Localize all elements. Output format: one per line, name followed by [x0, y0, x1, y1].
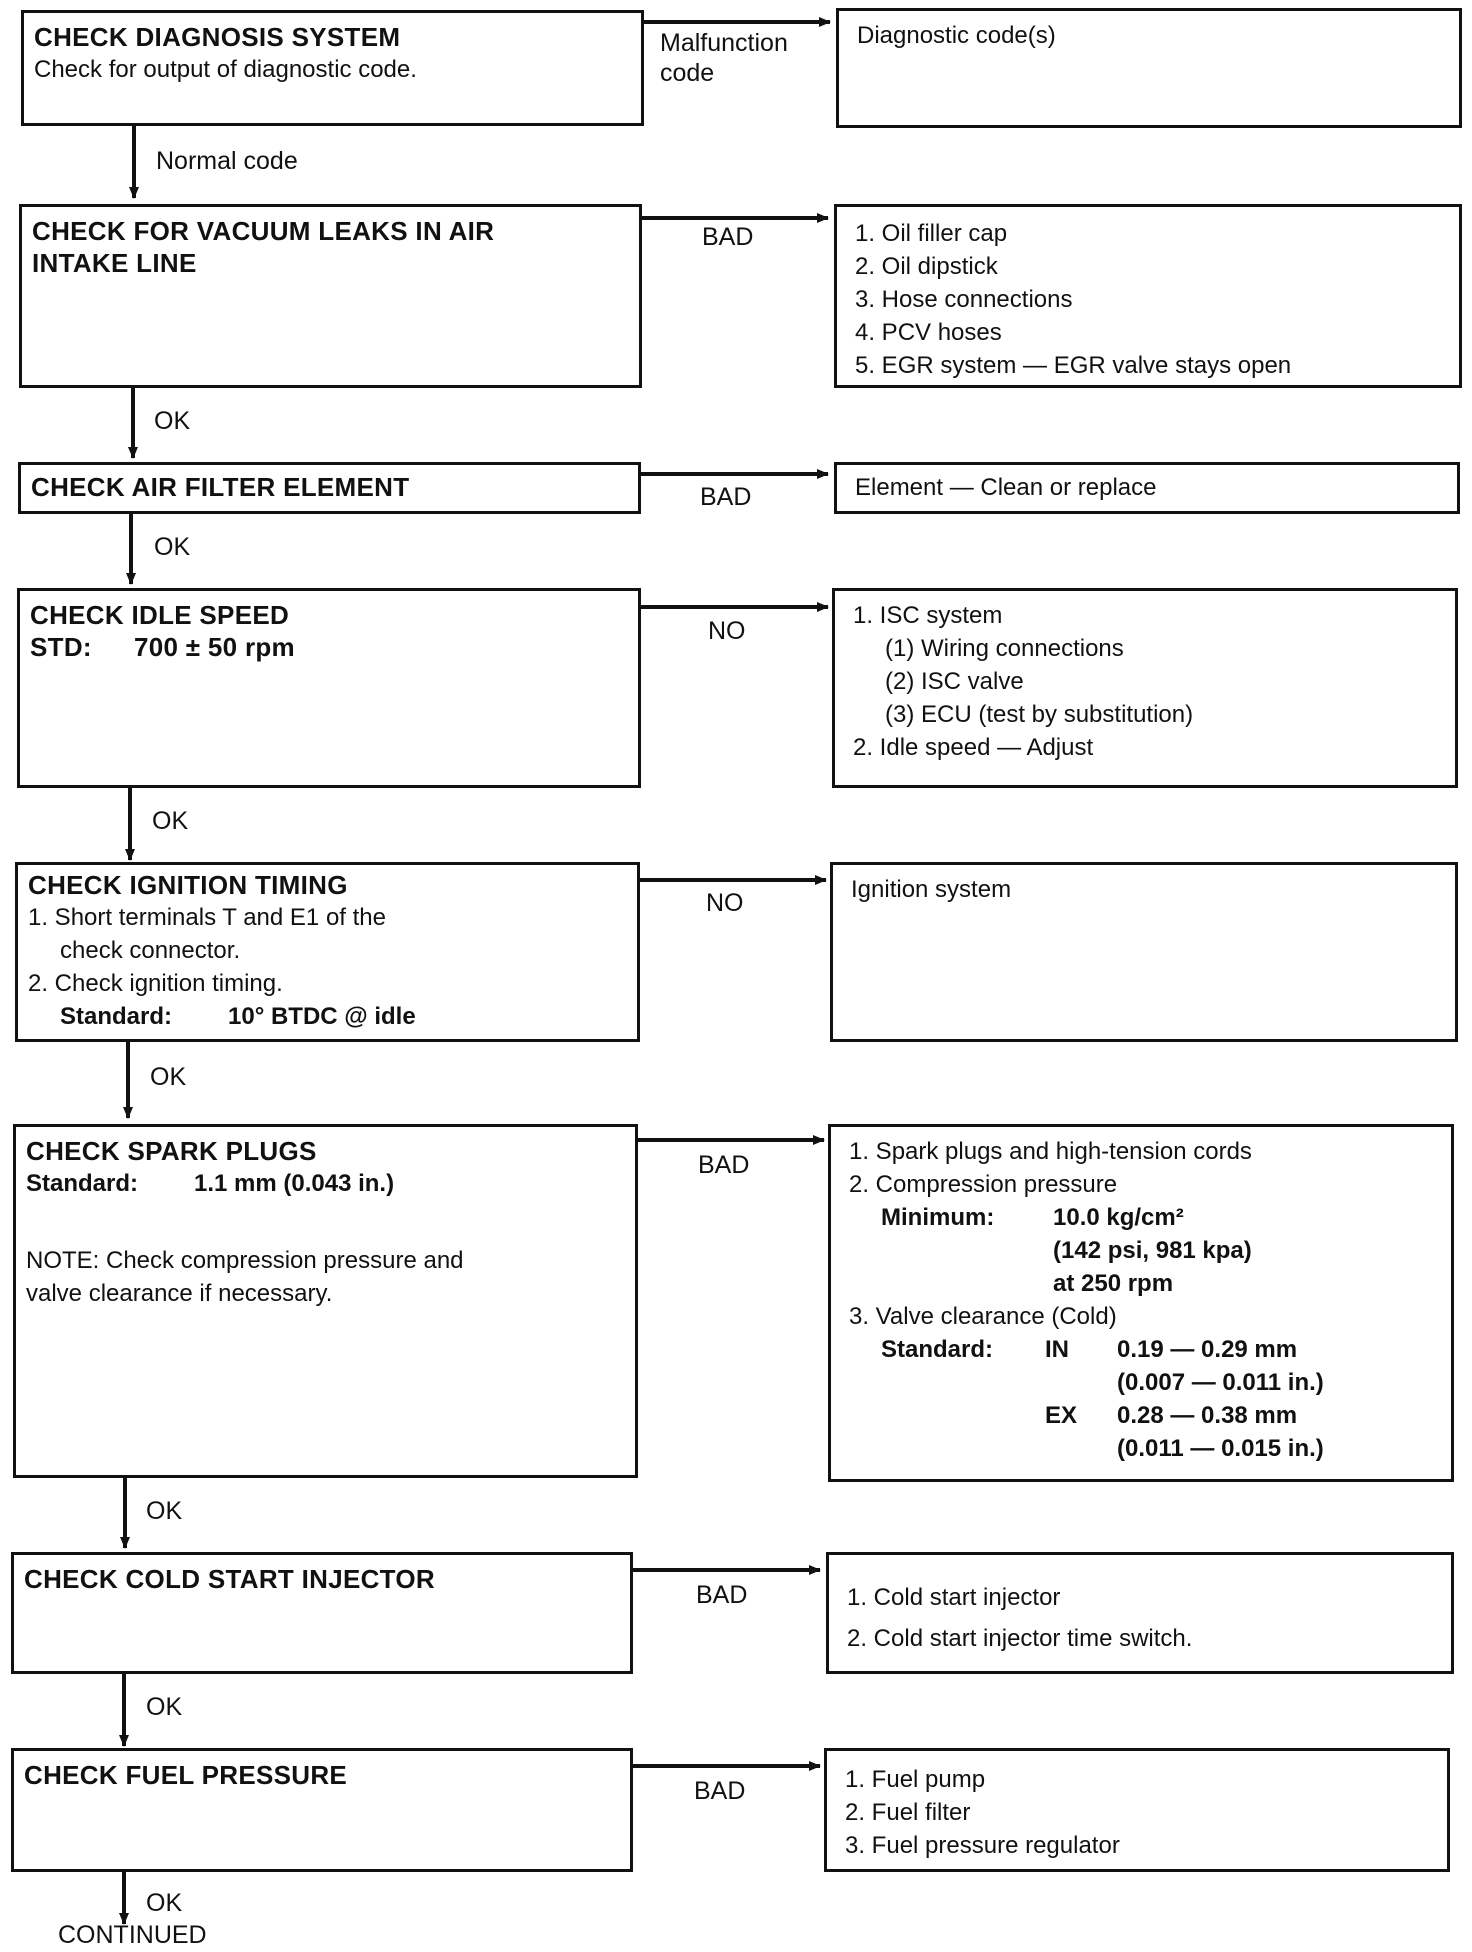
result-line: 1. Fuel pump [845, 1766, 986, 1793]
next-label: OK [150, 1063, 187, 1091]
step-title: CHECK IGNITION TIMING [28, 870, 348, 900]
branch-label-line: Malfunction [660, 29, 788, 57]
result-box [834, 462, 1460, 514]
ex-label: EX [1045, 1402, 1078, 1429]
result-line: Element — Clean or replace [855, 474, 1157, 501]
next-label: Normal code [156, 147, 298, 175]
result-box [832, 588, 1458, 788]
step-idle-speed-box [17, 588, 641, 788]
in-value: 0.19 — 0.29 mm [1117, 1336, 1298, 1363]
result-box [826, 1552, 1454, 1674]
result-line: Ignition system [851, 876, 1012, 903]
branch-label-line: code [660, 59, 715, 87]
result-line: 3. Hose connections [855, 286, 1073, 313]
result-box [824, 1748, 1450, 1872]
spec-label: Standard: [60, 1003, 173, 1030]
spec-value: 1.1 mm (0.043 in.) [194, 1170, 395, 1197]
step-title: INTAKE LINE [32, 248, 197, 278]
result-line: 2. Fuel filter [845, 1799, 971, 1826]
compression-spec [881, 1201, 1252, 1300]
in-value: (0.007 — 0.011 in.) [1117, 1369, 1324, 1396]
result-line: 1. Cold start injector [847, 1584, 1061, 1611]
next-label: OK [146, 1497, 183, 1525]
branch-label [660, 28, 788, 88]
result-box [836, 8, 1462, 128]
min-value: (142 psi, 981 kpa) [1053, 1237, 1252, 1264]
step-title: CHECK DIAGNOSIS SYSTEM [34, 22, 401, 52]
step-title: CHECK FUEL PRESSURE [24, 1760, 348, 1790]
result-line: (3) ECU (test by substitution) [885, 701, 1194, 728]
result-line: 3. Fuel pressure regulator [845, 1832, 1120, 1859]
step-note: valve clearance if necessary. [26, 1280, 333, 1307]
continued-label: CONTINUED [58, 1921, 207, 1949]
branch-label: BAD [700, 483, 752, 511]
next-label: OK [154, 533, 191, 561]
in-label: IN [1045, 1336, 1069, 1363]
step-diagnosis-box [21, 10, 644, 126]
branch-label: BAD [698, 1151, 750, 1179]
result-line: 1. Spark plugs and high-tension cords [849, 1138, 1252, 1165]
result-line: (2) ISC valve [885, 668, 1024, 695]
result-box [834, 204, 1462, 388]
next-label: OK [154, 407, 191, 435]
branch-label: NO [706, 889, 744, 917]
valve-clearance-spec [881, 1333, 1324, 1465]
min-label: Minimum: [881, 1204, 995, 1231]
step-text: Check for output of diagnostic code. [34, 56, 417, 83]
result-line: 1. ISC system [853, 602, 1003, 629]
step-ignition-timing-box [15, 862, 640, 1042]
step-title: CHECK COLD START INJECTOR [24, 1564, 435, 1594]
step-air-filter-box [18, 462, 641, 514]
step-text: 1. Short terminals T and E1 of the [28, 904, 386, 931]
spec-label: STD: [30, 632, 92, 662]
branch-label: BAD [702, 223, 754, 251]
ex-value: (0.011 — 0.015 in.) [1117, 1435, 1324, 1462]
next-label: OK [152, 807, 189, 835]
step-spark-plugs-box [13, 1124, 638, 1478]
min-value: 10.0 kg/cm² [1053, 1204, 1184, 1231]
spec-value: 700 ± 50 rpm [134, 632, 295, 662]
next-label: OK [146, 1889, 183, 1917]
step-spec [28, 1000, 627, 1033]
step-note: NOTE: Check compression pressure and [26, 1247, 464, 1274]
step-cold-start-box [11, 1552, 633, 1674]
spec-label: Standard: [26, 1170, 139, 1197]
spec-value: 10° BTDC @ idle [228, 1003, 416, 1030]
branch-label: BAD [696, 1581, 748, 1609]
std-label: Standard: [881, 1336, 994, 1363]
step-spec [26, 1167, 625, 1200]
step-text: check connector. [60, 937, 241, 964]
step-title: CHECK SPARK PLUGS [26, 1136, 317, 1166]
result-line: 2. Oil dipstick [855, 253, 998, 280]
min-value: at 250 rpm [1053, 1270, 1174, 1297]
step-vacuum-box [19, 204, 642, 388]
result-line: 2. Idle speed — Adjust [853, 734, 1094, 761]
ex-value: 0.28 — 0.38 mm [1117, 1402, 1298, 1429]
result-line: 2. Cold start injector time switch. [847, 1625, 1193, 1652]
step-title: CHECK AIR FILTER ELEMENT [31, 472, 410, 502]
result-line: 1. Oil filler cap [855, 220, 1008, 247]
step-fuel-pressure-box [11, 1748, 633, 1872]
step-title: CHECK FOR VACUUM LEAKS IN AIR [32, 216, 495, 246]
result-line: Diagnostic code(s) [857, 22, 1056, 49]
result-line: 2. Compression pressure [849, 1171, 1118, 1198]
result-box [828, 1124, 1454, 1482]
branch-label: NO [708, 617, 746, 645]
result-line: 3. Valve clearance (Cold) [849, 1303, 1117, 1330]
step-title: CHECK IDLE SPEED [30, 600, 290, 630]
step-text: 2. Check ignition timing. [28, 970, 283, 997]
result-line: (1) Wiring connections [885, 635, 1124, 662]
result-box [830, 862, 1458, 1042]
result-line: 5. EGR system — EGR valve stays open [855, 352, 1292, 379]
next-label: OK [146, 1693, 183, 1721]
branch-label: BAD [694, 1777, 746, 1805]
step-spec [30, 631, 628, 663]
result-line: 4. PCV hoses [855, 319, 1002, 346]
